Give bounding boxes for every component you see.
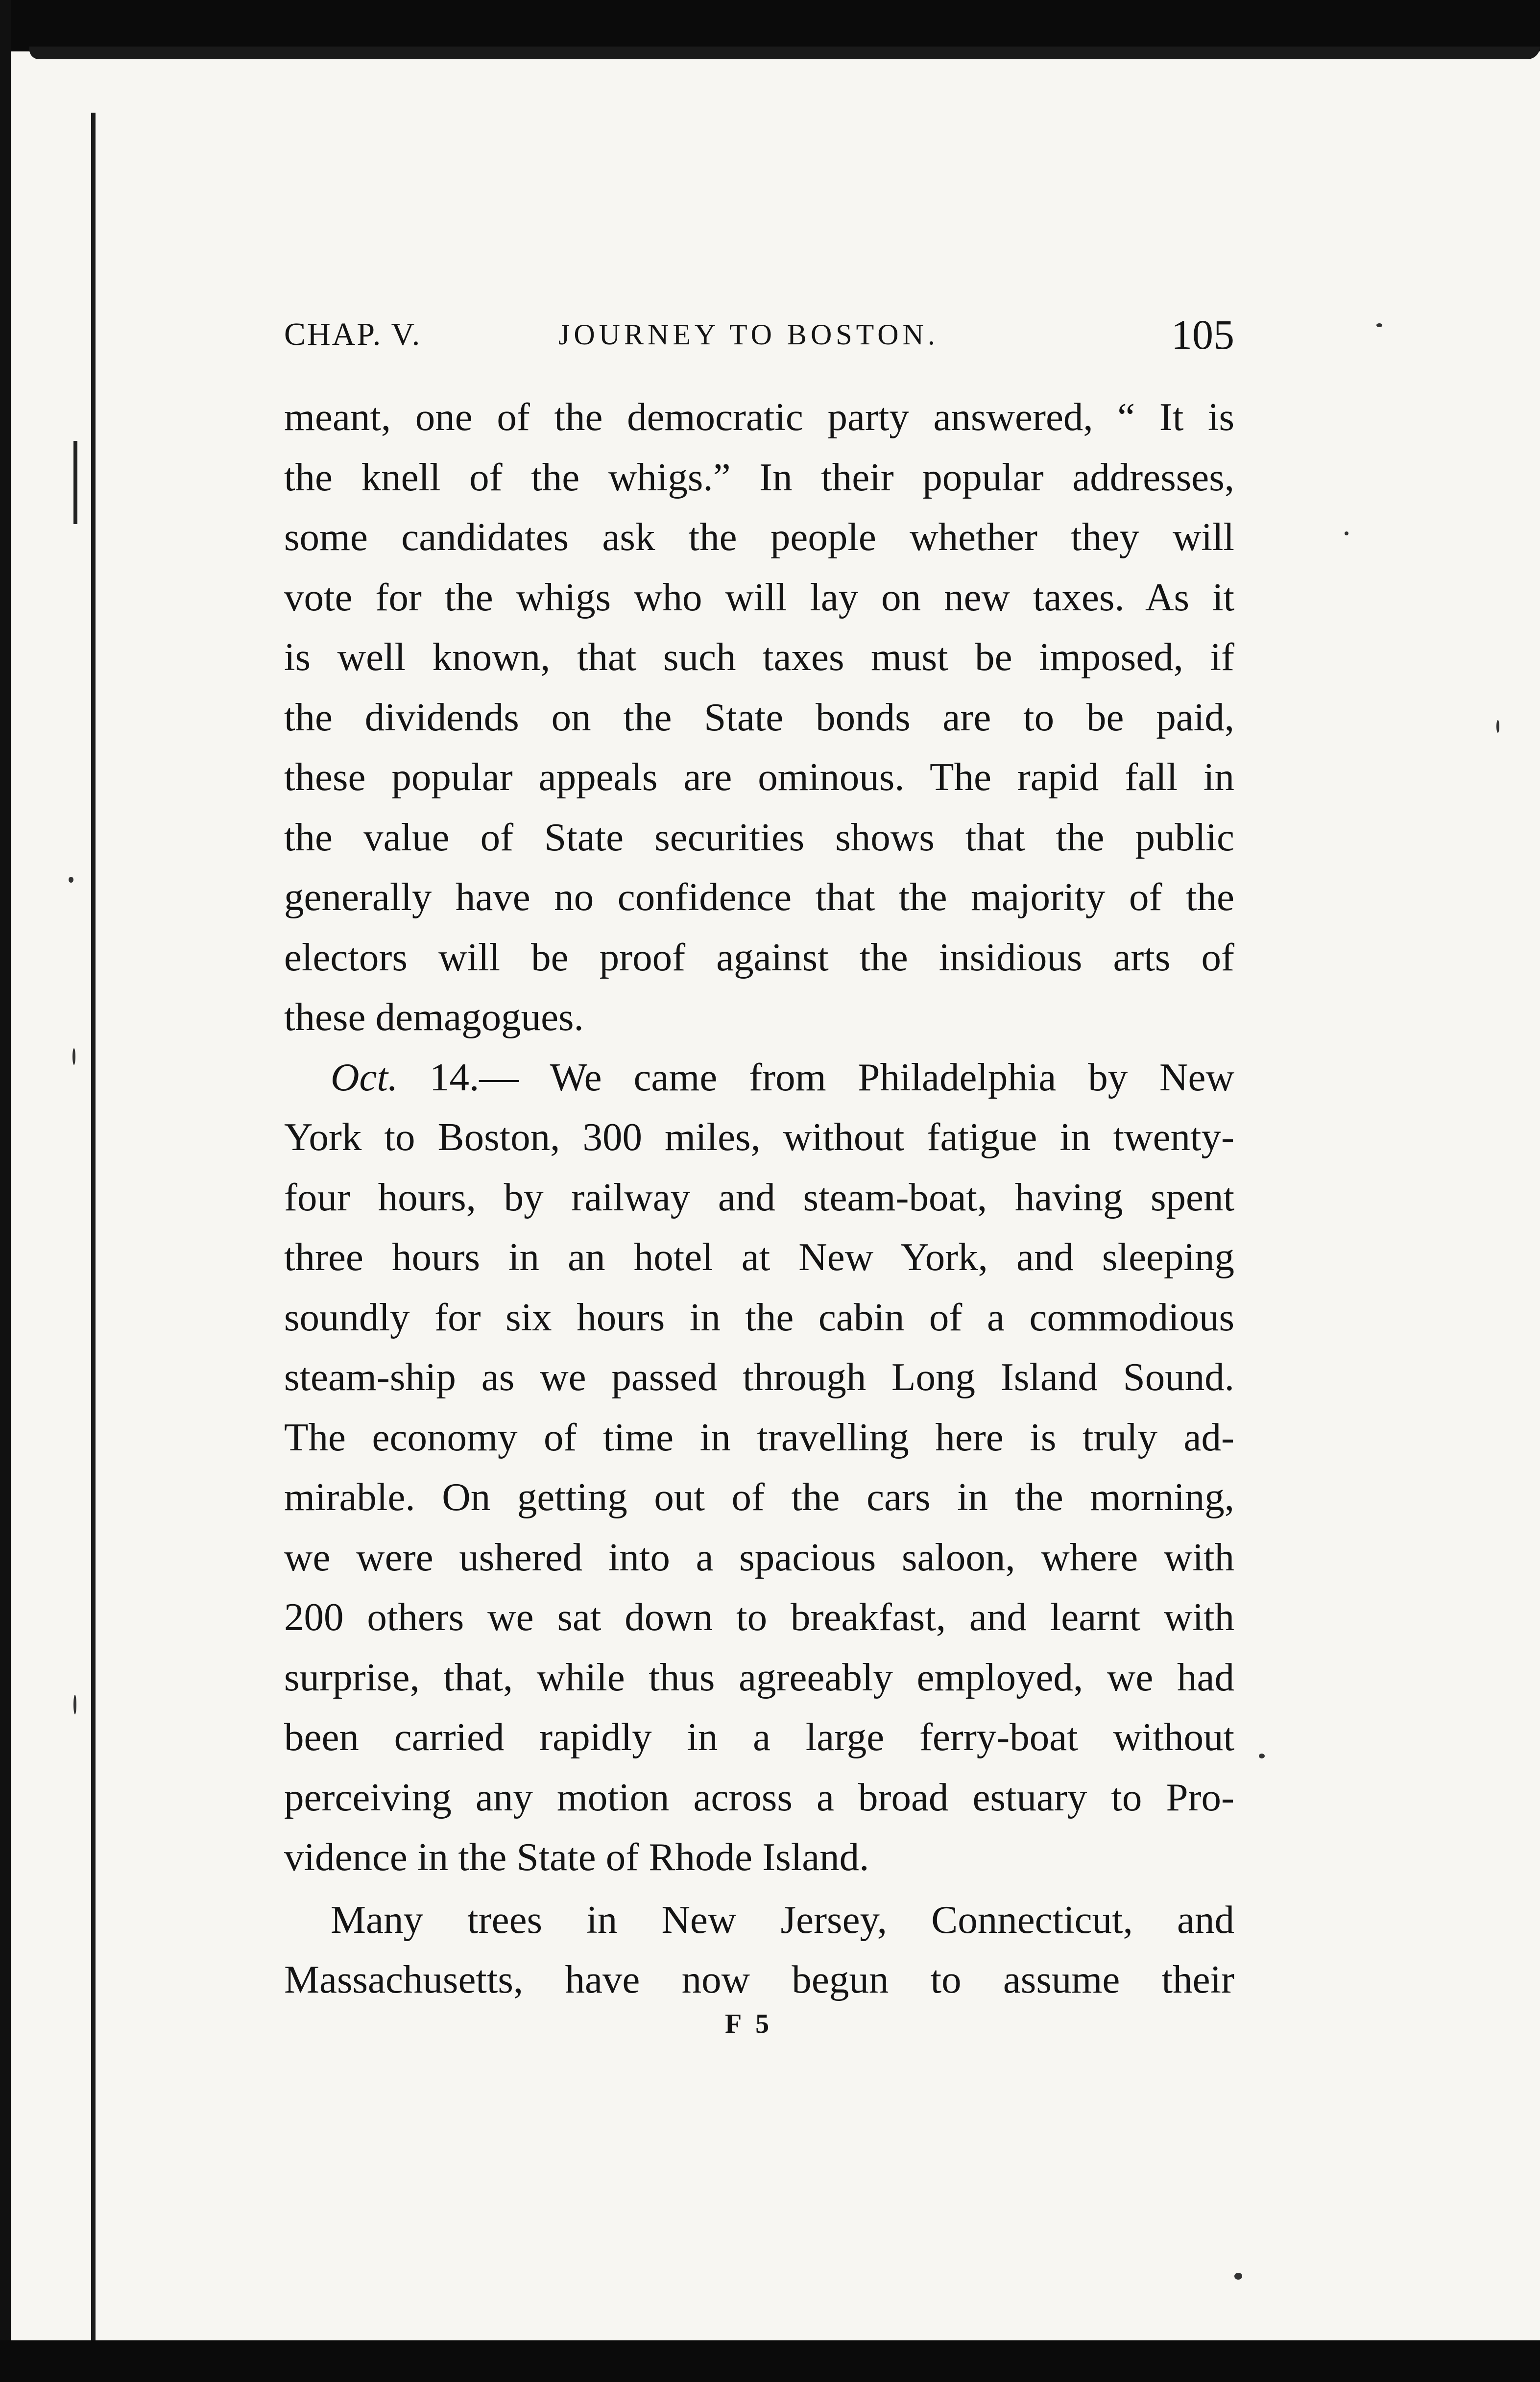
scan-edge-top: [0, 0, 1540, 51]
text-line: these popular appeals are ominous. The rapid fall in: [284, 755, 1234, 799]
binding-shadow: [91, 113, 96, 2346]
speck: [73, 1695, 76, 1714]
scan-edge-bottom: [0, 2340, 1540, 2382]
text-line: three hours in an hotel at New York, and sleeping: [284, 1235, 1234, 1279]
binding-mark: [73, 441, 77, 524]
text-line: Many trees in New Jersey, Connecticut, and: [331, 1897, 1234, 1942]
text-line: The economy of time in travelling here is truly ad-: [284, 1415, 1234, 1459]
text-line: these demagogues.: [284, 995, 584, 1039]
speck: [1345, 531, 1348, 535]
body-text: [284, 387, 1234, 2010]
text-line: steam-ship as we passed through Long Island Sound.: [284, 1355, 1234, 1399]
text-line: mirable. On getting out of the cars in the morning,: [284, 1475, 1234, 1519]
text-line: Massachusetts, have now begun to assume their: [284, 1957, 1234, 2001]
text-line: 200 others we sat down to breakfast, and learnt with: [284, 1595, 1234, 1639]
text-line: four hours, by railway and steam-boat, having spent: [284, 1175, 1234, 1219]
text-line: vidence in the State of Rhode Island.: [284, 1835, 869, 1879]
text-line: electors will be proof against the insidious arts of: [284, 935, 1234, 979]
text-line: some candidates ask the people whether they will: [284, 515, 1234, 559]
speck: [1376, 323, 1382, 327]
text-line: surprise, that, while thus agreeably employed, we had: [284, 1655, 1234, 1699]
text-line: been carried rapidly in a large ferry-boat without: [284, 1715, 1234, 1759]
speck: [1234, 2273, 1242, 2280]
text-line: generally have no confidence that the majority of the: [284, 875, 1234, 919]
signature-mark: F 5: [725, 2009, 773, 2039]
date-month: Oct.: [331, 1055, 398, 1099]
text-line: — We came from Philadelphia by New: [479, 1055, 1234, 1099]
text-line: we were ushered into a spacious saloon, where with: [284, 1535, 1234, 1579]
text-line: the value of State securities shows that the public: [284, 815, 1234, 859]
scan-edge-left: [0, 0, 11, 2382]
text-line: the dividends on the State bonds are to be paid,: [284, 695, 1234, 739]
running-header: [284, 308, 1234, 361]
text-line: soundly for six hours in the cabin of a commodious: [284, 1295, 1234, 1339]
speck: [1496, 720, 1499, 733]
text-line: vote for the whigs who will lay on new taxes. As it: [284, 575, 1234, 619]
text-line: is well known, that such taxes must be imposed, if: [284, 635, 1234, 679]
chapter-label: CHAP. V.: [284, 316, 422, 352]
dated-entry-line: [284, 1047, 1234, 1107]
running-title: JOURNEY TO BOSTON.: [558, 318, 939, 351]
text-line: York to Boston, 300 miles, without fatigue in twenty-: [284, 1115, 1234, 1159]
page-number: 105: [1171, 311, 1234, 358]
speck: [69, 877, 73, 883]
date-day: 14.: [430, 1055, 480, 1099]
speck: [72, 1048, 75, 1065]
text-line: perceiving any motion across a broad estuary to Pro-: [284, 1775, 1234, 1819]
scan-edge-top-ragged: [29, 47, 1540, 59]
text-line: meant, one of the democratic party answered, “ It is: [284, 395, 1234, 439]
speck: [1259, 1754, 1265, 1758]
text-line: the knell of the whigs.” In their popular addresses,: [284, 455, 1234, 499]
